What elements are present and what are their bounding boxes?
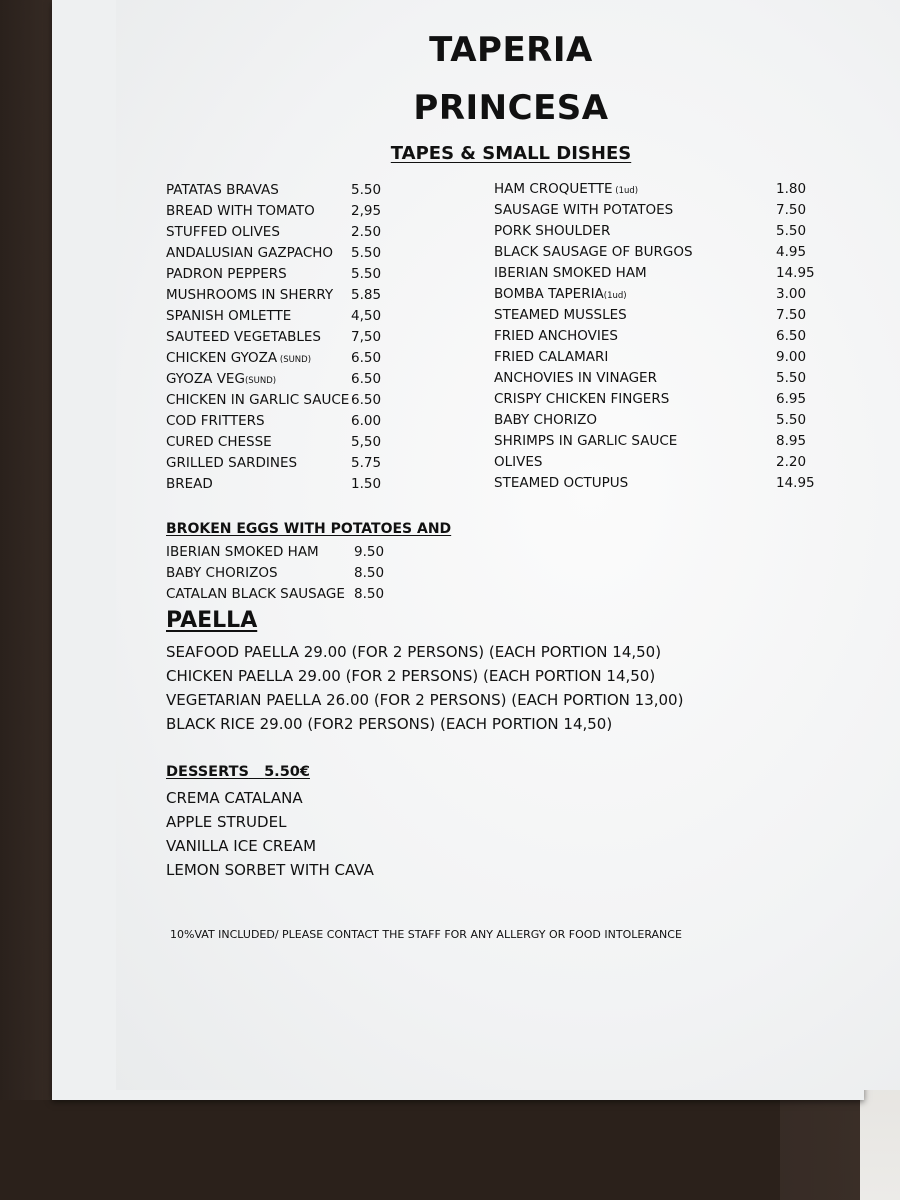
menu-item-label: SAUSAGE WITH POTATOES: [494, 202, 674, 218]
menu-item-label: ANDALUSIAN GAZPACHO: [166, 245, 334, 261]
menu-item-price: 9.00: [776, 349, 807, 365]
menu-item-name: [494, 410, 597, 431]
menu-item-price: 8.50: [354, 565, 385, 581]
menu-item: [494, 368, 824, 389]
menu-item-note: (1ud): [603, 291, 627, 301]
menu-item-label: BREAD WITH TOMATO: [166, 203, 315, 219]
menu-item: [494, 179, 824, 200]
menu-item-price: 5.50: [351, 245, 382, 261]
menu-item-name: [166, 432, 272, 453]
menu-item: [166, 264, 406, 285]
menu-item: [166, 180, 406, 201]
menu-item: [166, 243, 406, 264]
menu-item-price: 5.50: [776, 412, 807, 428]
menu-item: [166, 369, 406, 390]
menu-item: [494, 200, 824, 221]
menu-item-price: 1.80: [776, 181, 807, 197]
menu-item-label: FRIED ANCHOVIES: [494, 328, 618, 344]
menu-item-name: [494, 326, 618, 347]
menu-item: [494, 389, 824, 410]
menu-item: [166, 542, 406, 563]
menu-item-label: SPANISH OMLETTE: [166, 308, 292, 324]
menu-item-name: [494, 221, 610, 242]
desserts-list: [166, 786, 374, 882]
menu-item-label: MUSHROOMS IN SHERRY: [166, 287, 334, 303]
menu-item-name: [494, 431, 677, 452]
menu-item-label: CHICKEN GYOZA: [166, 350, 278, 366]
dessert-item: CREMA CATALANA: [166, 789, 303, 807]
desserts-price: 5.50€: [264, 764, 310, 780]
menu-item-price: 14.95: [776, 265, 815, 281]
menu-item-price: 6.00: [351, 413, 382, 429]
paella-section-heading: PAELLA: [166, 608, 258, 633]
menu-item-name: [494, 242, 693, 263]
menu-item-label: PADRON PEPPERS: [166, 266, 287, 282]
menu-item-label: BOMBA TAPERIA: [494, 286, 604, 302]
menu-item-name: [494, 305, 627, 326]
menu-item-label: SHRIMPS IN GARLIC SAUCE: [494, 433, 678, 449]
paella-item: SEAFOOD PAELLA 29.00 (FOR 2 PERSONS) (EACH PORTION 14,50): [166, 643, 662, 661]
menu-item: [494, 263, 824, 284]
menu-sheet: [116, 0, 900, 1090]
menu-item-label: FRIED CALAMARI: [494, 349, 609, 365]
menu-item-price: 5.50: [776, 223, 807, 239]
paella-item: CHICKEN PAELLA 29.00 (FOR 2 PERSONS) (EACH PORTION 14,50): [166, 667, 656, 685]
menu-item: [166, 327, 406, 348]
menu-item-name: [166, 243, 333, 264]
menu-item-label: STUFFED OLIVES: [166, 224, 280, 240]
menu-item-price: 5.50: [351, 266, 382, 282]
menu-item-label: GRILLED SARDINES: [166, 455, 298, 471]
menu-item-label: PATATAS BRAVAS: [166, 182, 279, 198]
menu-item-price: 6.95: [776, 391, 807, 407]
menu-item-name: [166, 222, 280, 243]
menu-item-name: [166, 180, 279, 201]
menu-item-name: [166, 369, 276, 392]
menu-item: [494, 410, 824, 431]
menu-item: [166, 348, 406, 369]
menu-item-name: [166, 563, 278, 584]
menu-item: [166, 285, 406, 306]
menu-item-label: GYOZA VEG: [166, 371, 245, 387]
menu-item-price: 14.95: [776, 475, 815, 491]
menu-item-label: BLACK SAUSAGE OF BURGOS: [494, 244, 693, 260]
menu-item-label: BABY CHORIZO: [494, 412, 597, 428]
menu-item: [166, 222, 406, 243]
table-surface: [0, 1100, 780, 1200]
menu-item-name: [494, 473, 628, 494]
menu-item: [166, 390, 406, 411]
menu-item: [494, 284, 824, 305]
dessert-item: APPLE STRUDEL: [166, 813, 287, 831]
tapas-right-column: [494, 179, 824, 494]
menu-item-note: (1ud): [612, 186, 639, 196]
desserts-label: DESSERTS: [166, 764, 249, 780]
plastic-sleeve: [52, 0, 864, 1100]
paella-item: VEGETARIAN PAELLA 26.00 (FOR 2 PERSONS) (EACH PORTION 13,00): [166, 691, 684, 709]
paella-item: BLACK RICE 29.00 (FOR2 PERSONS) (EACH PORTION 14,50): [166, 715, 613, 733]
menu-item-price: 4,50: [351, 308, 382, 324]
menu-item-note: (SUND): [277, 355, 312, 365]
menu-item: [494, 347, 824, 368]
menu-item: [494, 305, 824, 326]
menu-item: [166, 432, 406, 453]
menu-item-name: [494, 389, 669, 410]
menu-item-price: 5,50: [351, 434, 382, 450]
menu-item-name: [494, 263, 647, 284]
menu-item-price: 9.50: [354, 544, 385, 560]
menu-item-price: 7.50: [776, 202, 807, 218]
menu-item: [494, 221, 824, 242]
menu-item: [166, 584, 406, 605]
menu-item: [494, 473, 824, 494]
menu-item-price: 5.85: [351, 287, 382, 303]
menu-item-name: [166, 584, 345, 605]
menu-item-name: [494, 284, 627, 307]
menu-item: [494, 242, 824, 263]
menu-item-note: (SUND): [244, 376, 277, 386]
menu-item-name: [166, 306, 291, 327]
menu-item-label: HAM CROQUETTE: [494, 181, 613, 197]
menu-item-name: [494, 452, 542, 473]
menu-item-price: 5.50: [776, 370, 807, 386]
menu-item: [494, 431, 824, 452]
menu-item-name: [166, 264, 287, 285]
menu-item-price: 6.50: [776, 328, 807, 344]
menu-item: [166, 453, 406, 474]
menu-item-name: [166, 201, 315, 222]
menu-item: [166, 474, 406, 495]
menu-item-price: 7,50: [351, 329, 382, 345]
menu-item: [494, 326, 824, 347]
menu-item-price: 6.50: [351, 350, 382, 366]
menu-item-name: [494, 200, 673, 221]
menu-item: [166, 306, 406, 327]
menu-item-price: 6.50: [351, 392, 382, 408]
menu-item-price: 7.50: [776, 307, 807, 323]
eggs-list: [166, 542, 406, 605]
menu-item-price: 4.95: [776, 244, 807, 260]
dessert-item: VANILLA ICE CREAM: [166, 837, 317, 855]
menu-item-label: SAUTEED VEGETABLES: [166, 329, 321, 345]
menu-item-name: [494, 368, 657, 389]
menu-item-price: 6.50: [351, 371, 382, 387]
menu-item: [166, 563, 406, 584]
menu-item-price: 2.20: [776, 454, 807, 470]
menu-item-price: 8.95: [776, 433, 807, 449]
menu-item-price: 5.50: [351, 182, 382, 198]
menu-item: [166, 411, 406, 432]
menu-item-name: [494, 347, 608, 368]
vat-allergy-notice: 10%VAT INCLUDED/ PLEASE CONTACT THE STAFF FOR ANY ALLERGY OR FOOD INTOLERANCE: [170, 928, 682, 941]
menu-item-label: CHICKEN IN GARLIC SAUCE: [166, 392, 350, 408]
menu-item-label: STEAMED OCTUPUS: [494, 475, 629, 491]
menu-item-name: [166, 348, 311, 371]
menu-item-label: OLIVES: [494, 454, 543, 470]
eggs-section-heading: BROKEN EGGS WITH POTATOES AND: [166, 521, 452, 537]
desserts-section-heading: [166, 764, 310, 780]
dessert-item: LEMON SORBET WITH CAVA: [166, 861, 374, 879]
tapas-left-column: [166, 180, 406, 495]
menu-item-label: COD FRITTERS: [166, 413, 265, 429]
menu-item-label: PORK SHOULDER: [494, 223, 611, 239]
menu-item-label: STEAMED MUSSLES: [494, 307, 627, 323]
menu-item-label: BREAD: [166, 476, 213, 492]
menu-item-name: [166, 285, 333, 306]
menu-item-label: ANCHOVIES IN VINAGER: [494, 370, 657, 386]
menu-item-name: [494, 179, 638, 202]
paella-list: [166, 640, 683, 736]
menu-item-label: CRISPY CHICKEN FINGERS: [494, 391, 670, 407]
restaurant-name-line1: TAPERIA: [429, 30, 593, 70]
menu-item-price: 8.50: [354, 586, 385, 602]
menu-item-label: IBERIAN SMOKED HAM: [494, 265, 647, 281]
menu-item-price: 5.75: [351, 455, 382, 471]
restaurant-name-line2: PRINCESA: [413, 88, 609, 128]
tapas-section-heading: TAPES & SMALL DISHES: [390, 143, 632, 164]
menu-item-name: [166, 327, 321, 348]
menu-item: [166, 201, 406, 222]
menu-item-price: 2,95: [351, 203, 382, 219]
menu-item-price: 2.50: [351, 224, 382, 240]
menu-item-price: 1.50: [351, 476, 382, 492]
menu-item-price: 3.00: [776, 286, 807, 302]
menu-item-name: [166, 474, 213, 495]
menu-item-name: [166, 411, 265, 432]
menu-item-label: BABY CHORIZOS: [166, 565, 278, 581]
menu-item-name: [166, 542, 319, 563]
menu-item-name: [166, 390, 349, 411]
menu-item-name: [166, 453, 297, 474]
menu-item-label: CATALAN BLACK SAUSAGE: [166, 586, 345, 602]
menu-item-label: CURED CHESSE: [166, 434, 272, 450]
menu-item-label: IBERIAN SMOKED HAM: [166, 544, 319, 560]
menu-item: [494, 452, 824, 473]
